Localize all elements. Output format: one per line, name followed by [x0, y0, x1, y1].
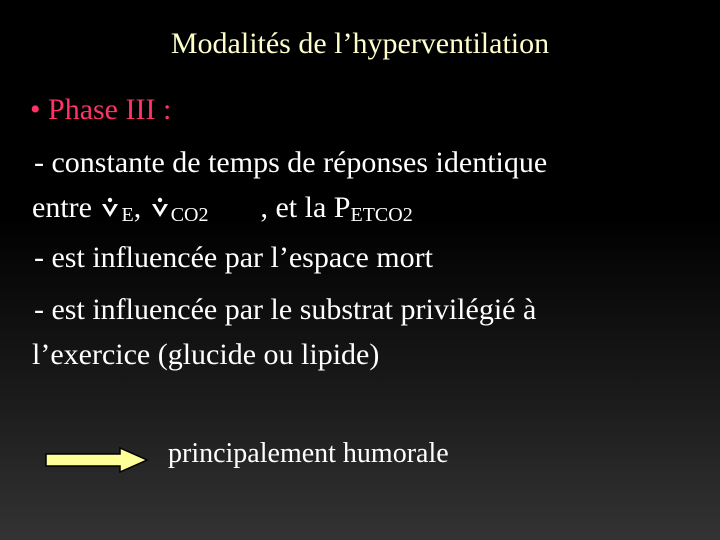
slide-title: Modalités de l’hyperventilation: [170, 27, 550, 60]
arrow-label: principalement humorale: [168, 438, 449, 469]
v-dot-symbol-icon: [100, 197, 120, 219]
body-line-4: - est influencée par le substrat privilégié à: [34, 293, 537, 326]
body-line-2: [32, 188, 413, 235]
body-line-1: - constante de temps de réponses identique: [34, 146, 548, 179]
right-arrow-icon: [44, 447, 150, 473]
subscript-co2: CO2: [170, 204, 209, 226]
bullet-phase-heading: • Phase III :: [30, 93, 172, 126]
subscript-e: E: [121, 204, 134, 226]
text-et-la-p: , et la P: [260, 191, 351, 224]
subscript-etco2: ETCO2: [350, 204, 413, 226]
word-entre: entre: [32, 191, 100, 224]
body-line-3: - est influencée par l’espace mort: [34, 241, 433, 274]
comma-separator: ,: [133, 191, 149, 224]
v-dot-symbol-icon: [150, 197, 170, 219]
body-line-5: l’exercice (glucide ou lipide): [32, 338, 380, 371]
